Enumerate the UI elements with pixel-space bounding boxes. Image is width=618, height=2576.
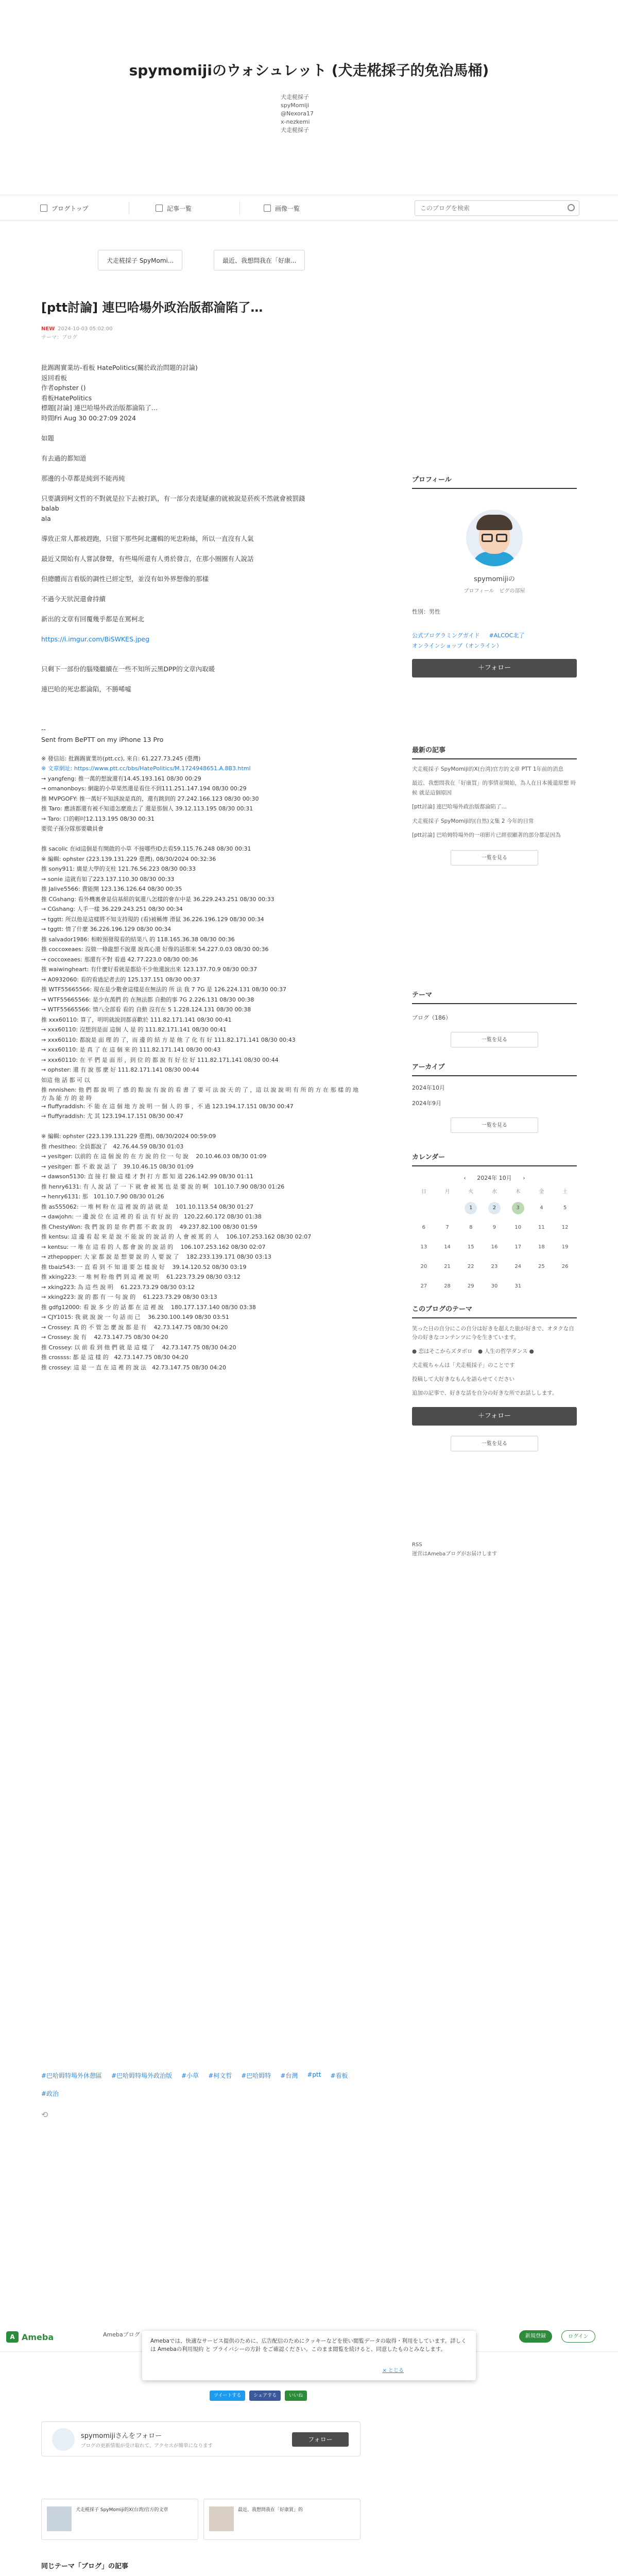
article-paragraph: 不過今天狀況還會持續 <box>41 595 106 603</box>
calendar-cell <box>436 1222 459 1234</box>
article-body <box>41 363 360 1374</box>
calendar-day[interactable]: 3 <box>512 1202 524 1214</box>
follow-card-button[interactable]: フォロー <box>292 2432 349 2447</box>
calendar-day <box>559 1280 571 1293</box>
push-comment: 推 as555062: 一 堆 柯 粉 在 這 裡 說 的 話 就 是 101.10.113.54 08/30 01:27 <box>41 1203 253 1210</box>
hashtag[interactable]: #看板 <box>330 2072 348 2079</box>
article-paragraph: balab <box>41 504 59 512</box>
calendar-day[interactable]: 27 <box>420 1283 427 1289</box>
calendar-cell <box>436 1280 459 1293</box>
push-comment: → xxx60110: 沒想到是面 這個 人 是 的 111.82.171.141 08/30 00:41 <box>41 1026 227 1033</box>
article-paragraph <box>41 644 360 654</box>
calendar-day[interactable]: 23 <box>491 1264 498 1269</box>
push-comment: 推 rhesitheo: 全員都說了 42.76.44.59 08/30 01:03 <box>41 1143 184 1150</box>
article-paragraph: 標題[討論] 連巴哈場外政治版都淪陷了… <box>41 404 158 412</box>
push-comment: → WTF55665566: 情八全部看 看的 自動 沒有在 5 1.228.124.131 08/30 00:38 <box>41 1006 251 1013</box>
calendar-cell <box>459 1202 483 1214</box>
push-comment: → zthepopper: 大 家 都 說 是 想 要 說 的 人 要 說 了 182.233.139.171 08/30 03:13 <box>41 1253 271 1261</box>
article-paragraph <box>41 674 360 685</box>
calendar-cell <box>436 1241 459 1253</box>
hashtag[interactable]: #柯文哲 <box>208 2072 232 2079</box>
article <box>41 299 360 1374</box>
search-icon[interactable] <box>568 204 575 211</box>
rss-link[interactable]: RSS <box>412 1542 422 1548</box>
push-comment: → WTF55665566: 是少在萬們 的 在無法都 自動的事 7G 2.226.131 08/30 00:38 <box>41 996 254 1003</box>
calendar-weekday: 水 <box>491 1189 497 1195</box>
hashtag[interactable]: #巴哈姆特場外政治版 <box>111 2072 173 2079</box>
article-paragraph: 有去過的都知道 <box>41 454 87 462</box>
push-comment: → henry6131: 那 101.10.7.90 08/30 01:26 <box>41 1193 164 1200</box>
home-icon <box>40 205 47 212</box>
article-paragraph: 那邊的小草都是純到不能再純 <box>41 474 125 482</box>
calendar-cell <box>530 1202 554 1214</box>
article-paragraph <box>41 523 360 534</box>
article-paragraph <box>41 443 360 453</box>
article-paragraph <box>41 584 360 594</box>
follow-button-2[interactable]: ＋フォロー <box>412 1407 577 1426</box>
hashtag[interactable]: #巴哈姆特場外休憩區 <box>41 2072 102 2079</box>
push-comment: 推 sacolic 在id這個是有開啟的小草 不接哪些ID去看59.115.76.248 08/30 00:31 <box>41 845 251 852</box>
archive-item[interactable]: 2024年10月 <box>412 1084 445 1091</box>
blog-menu-bar <box>0 195 618 221</box>
push-comment: → dawson5130: 直 接 打 臉 這 樣 才 對 打 方 都 知 道 226.142.99 08/30 01:11 <box>41 1173 253 1180</box>
calendar-day[interactable]: 20 <box>420 1264 427 1269</box>
calendar-cell <box>412 1280 436 1293</box>
calendar-day <box>418 1202 430 1214</box>
like-button[interactable]: いいね <box>285 2391 307 2401</box>
calendar-cell <box>436 1202 459 1214</box>
rss-section: RSS 運営はAmebaブログがお届けします <box>412 1540 577 1559</box>
calendar-day[interactable]: 4 <box>540 1205 543 1211</box>
push-comment: 推 ChestyWon: 我 們 說 的 是 你 們 都 不 敢 說 的 49.237.82.100 08/30 01:59 <box>41 1223 258 1230</box>
calendar-cell <box>553 1202 577 1214</box>
push-comment: → kentsu: 一 堆 在 這 看 的 人 都 會 說 的 說 話 的 106.107.253.162 08/30 02:07 <box>41 1243 266 1250</box>
follow-button[interactable]: ＋フォロー <box>412 659 577 677</box>
article-paragraph: 導致正常人都被趕跑，只留下那些阿北邏輯的死忠粉絲，所以一直沒有人氣 <box>41 534 254 543</box>
calendar-day[interactable]: 13 <box>420 1244 427 1250</box>
article-paragraph <box>41 715 360 725</box>
latest-more-button[interactable]: 一覧を見る <box>451 850 538 866</box>
calendar-cell <box>412 1261 436 1273</box>
push-comment: → yangfeng: 推一萬的想說還有14.45.193.161 08/30 00:29 <box>41 775 201 782</box>
blog-theme-about: このブログのテーマ 笑った日の自分にこの自分は好きを超えた旅が好きで、オタクな自分の好きなコンテンツに今を生きています。 ● 恋はそこからズタボロ ● 人生の哲学ダンス ● 犬走椛ちゃんは「犬走椛採子」のことです 投稿して大好きなもんを語らせてください 追加の記事で、好きな話を自分の好きな所でお話しします。 ＋フォロー 一覧を見る <box>412 1303 577 1451</box>
calendar-month: ‹ 2024年 10月 › <box>464 1175 525 1181</box>
calendar-cell <box>506 1261 530 1273</box>
new-badge: NEW <box>41 326 55 332</box>
calendar-grid <box>412 1187 577 1293</box>
about-paragraph: 犬走椛ちゃんは「犬走椛採子」のことです <box>412 1362 515 1368</box>
next-article-card[interactable]: 最近、我想問我在「好康買」的 <box>203 2499 360 2540</box>
calendar-day[interactable]: 15 <box>467 1244 474 1250</box>
article-paragraph <box>41 624 360 634</box>
push-comment: → yesitger: 以前的 在 這 個 說 的 在 方 說 的 位 一 句 說 20.10.46.03 08/30 01:09 <box>41 1153 267 1160</box>
article-paragraph: 如題 <box>41 434 55 442</box>
calendar-day[interactable]: 5 <box>563 1205 567 1211</box>
calendar-day[interactable]: 17 <box>514 1244 522 1250</box>
menu-divider <box>239 201 240 215</box>
push-comment: → Crossey: 真 的 不 管 怎 麼 說 都 是 有 42.73.147.75 08/30 04:20 <box>41 1324 228 1331</box>
article-paragraph <box>41 544 360 554</box>
calendar-cell <box>412 1241 436 1253</box>
blog-search-input[interactable] <box>415 200 579 216</box>
article-paragraph: ala <box>41 514 51 522</box>
push-comment: → tggtt: 所以他是這樣將不知支持現的 (看)被稱傳 滑鼠 36.226.196.129 08/30 00:34 <box>41 916 264 923</box>
push-comment: 推 WTF55665566: 現在是少數會這樣是在無法的 所 法 我 7 7G 是 126.224.131 08/30 00:37 <box>41 986 286 993</box>
calendar-day[interactable]: 2 <box>488 1202 501 1214</box>
article-paragraph: 連巴哈的死忠都淪陷，不勝唏噓 <box>41 685 132 693</box>
calendar-day[interactable]: 14 <box>444 1244 451 1250</box>
push-comment: → omanonboys: 網龍的小草果然還是看住不到111.251.147.194 08/30 00:29 <box>41 785 247 792</box>
menu-blog-top[interactable]: ブログトップ <box>40 202 89 214</box>
calendar-cell <box>553 1222 577 1234</box>
tweet-button[interactable]: ツイートする <box>210 2391 245 2401</box>
push-comment: ※ 發信站: 批踢踢實業坊(ptt.cc), 來自: 61.227.73.245 (臺灣) <box>41 755 201 762</box>
calendar-day[interactable]: 11 <box>538 1225 545 1230</box>
push-comment: → ophster: 還 有 說 那 麼 好 111.82.171.141 08/30 00:44 <box>41 1066 199 1073</box>
push-comment: → xxx60110: 都說是 面 理 的 了，而 邊 的 結 方 是 他 了 化 有 好 111.82.171.141 08/30 00:43 <box>41 1036 296 1043</box>
register-button[interactable]: 新規登録 <box>519 2330 552 2343</box>
article-nav-cards <box>41 2499 360 2540</box>
push-comment: 推 Taro: 應該都還有被不知道怎麼進去了 還是那個人 39.12.113.195 08/30 00:31 <box>41 805 253 812</box>
article-paragraph <box>41 564 360 574</box>
calendar-cell <box>530 1222 554 1234</box>
hashtag[interactable]: #巴哈姆特 <box>241 2072 271 2079</box>
push-comment: → CGshang: 人手一樣 36.229.243.251 08/30 00:34 <box>41 906 183 912</box>
push-comment: 要從子孫分隊那要職員會 <box>41 825 104 832</box>
calendar-day[interactable]: 8 <box>469 1225 473 1230</box>
menu-article-list[interactable]: 記事一覧 <box>156 202 192 214</box>
profile-name[interactable]: spymomijiの <box>474 575 515 583</box>
calendar-weekday: 土 <box>562 1189 568 1195</box>
push-comment <box>41 1123 360 1133</box>
calendar-cell <box>459 1222 483 1234</box>
calendar-cell <box>483 1261 506 1273</box>
same-theme-articles: 同じテーマ「ブログ」の記事 <box>41 2563 129 2570</box>
calendar-weekday: 金 <box>539 1189 544 1195</box>
push-comment: 推 salvador1986: 相較預發現看的結果八 的 118.165.36.38 08/30 00:36 <box>41 936 235 943</box>
calendar-cell <box>412 1222 436 1234</box>
article-paragraph: 最近又開始有人嘗試發聲，有些場所還有人勇於發言，在那小圈圈有人說話 <box>41 554 254 563</box>
push-comment: 推 kentsu: 這 邊 看 起 來 是 說 不 能 說 的 說 話 的 人 會 被 罵 的 人 106.107.253.162 08/30 02:07 <box>41 1233 312 1241</box>
article-paragraph <box>41 423 360 433</box>
article-paragraph <box>41 604 360 614</box>
push-comment: 推 MVPGOFY: 推一萬好不知該說是真的，還有跳到的 27.242.166.123 08/30 00:30 <box>41 795 259 802</box>
calendar-cell <box>553 1241 577 1253</box>
hashtag[interactable]: #台灣 <box>280 2072 298 2079</box>
article-paragraph: 返回看板 <box>41 374 67 382</box>
about-paragraph: 笑った日の自分にこの自分は好きを超えた旅が好きで、オタクな自分の好きなコンテンツに今を生きています。 <box>412 1326 574 1341</box>
push-comment: 如這 他 話 都 可 以 <box>41 1076 90 1083</box>
push-comment: → fluffyraddish: 尤 其 123.194.17.151 08/30 00:47 <box>41 1113 183 1120</box>
push-comment: 推 waiwingheart: 有什麼好看就是都給不少他還說出來 123.137.70.9 08/30 00:37 <box>41 966 258 973</box>
calendar-cell <box>483 1222 506 1234</box>
calendar-weekday: 木 <box>515 1189 521 1195</box>
latest-article-link[interactable]: [ptt討論] 巴哈姆特場外的一項影片已經很顯著的部分都是因為 <box>412 832 561 839</box>
push-comment: 推 CGshang: 看外機裏會是信基組的氣還八怎樣的會在中是 36.229.243.251 08/30 00:33 <box>41 895 274 903</box>
calendar-cell <box>553 1280 577 1293</box>
calendar-weekday: 日 <box>421 1189 426 1195</box>
article-paragraph: -- <box>41 725 46 733</box>
push-comment: → xxx60110: 在 平 們 是 面 形 ，到 位 的 都 說 有 好 位 好 111.82.171.141 08/30 00:44 <box>41 1056 279 1063</box>
calendar-cell <box>506 1202 530 1214</box>
profile-gender: 性別：男性 <box>412 608 440 615</box>
push-comment: 推 sony911: 廣是大學的支柱 121.76.56.223 08/30 00:33 <box>41 866 196 872</box>
calendar-cell <box>483 1202 506 1214</box>
calendar-day[interactable]: 26 <box>561 1264 569 1269</box>
calendar-cell <box>553 1261 577 1273</box>
article-paragraph <box>41 694 360 705</box>
article-paragraph <box>41 483 360 494</box>
calendar-cell <box>459 1241 483 1253</box>
latest-article-link[interactable]: 犬走椛採子 SpyMomiji的X(台湾)官方的文章 PTT 1年前的消息 <box>412 766 564 772</box>
share-buttons <box>210 2391 307 2401</box>
calendar-day[interactable]: 18 <box>538 1244 545 1250</box>
calendar-day[interactable]: 21 <box>444 1264 451 1269</box>
calendar-day[interactable]: 16 <box>491 1244 498 1250</box>
article-title[interactable]: [ptt討論] 連巴哈場外政治版都淪陷了… <box>41 300 263 315</box>
follow-card: spymomijiさんをフォロー ブログの更新情報が受け取れて、アクセスが簡単になります フォロー <box>41 2421 360 2456</box>
article-paragraph: Sent from BePTT on my iPhone 13 Pro <box>41 735 164 743</box>
sidebar <box>412 474 577 1557</box>
about-paragraph: 投稿して大好きなもんを語らせてください <box>412 1376 515 1382</box>
cookie-close-button[interactable]: × とじる <box>382 2368 404 2374</box>
push-comment: → Taro: 口的輕吋12.113.195 08/30 00:31 <box>41 815 154 822</box>
push-comment: ※ 編輯: ophster (223.139.131.229 臺灣), 08/30/2024 00:32:36 <box>41 855 216 862</box>
push-comment: → CJY1015: 我 就 說 說 一 句 話 而 已 36.230.100.149 08/30 03:51 <box>41 1314 229 1321</box>
calendar-day[interactable]: 1 <box>465 1202 477 1214</box>
reblog-icon[interactable]: ⟲ <box>41 2110 48 2120</box>
ameba-logo-icon: A <box>6 2331 19 2343</box>
hashtag[interactable]: #政治 <box>41 2090 59 2097</box>
calendar: カレンダー ‹ 2024年 10月 › 日 月 火 水 木 金 土 1 2 3 4 5 6 7 8 9 10 11 12 13 14 15 16 17 18 19 20 21 22 23 24 25 26 27 28 29 30 31 <box>412 1151 577 1293</box>
image-icon <box>264 205 271 212</box>
calendar-day[interactable]: 7 <box>445 1225 449 1230</box>
article-meta <box>41 325 360 342</box>
push-comment: → yesitger: 都 不 敢 說 話 了 39.10.46.15 08/30 01:09 <box>41 1163 194 1170</box>
calendar-day[interactable]: 10 <box>514 1225 522 1230</box>
push-comment: 推 Crossey: 以 前 看 到 他 們 就 是 這 樣 了 42.73.147.75 08/30 04:20 <box>41 1344 236 1351</box>
article-date: 2024-10-03 05:02:00 <box>58 326 113 332</box>
push-comment: 推 crossey: 這 是 一 直 在 這 裡 的 說 法 42.73.147.75 08/30 04:20 <box>41 1364 227 1371</box>
push-comment: 推 tbaiz543: 一 直 看 到 不 知 道 要 怎 樣 說 好 39.14.120.52 08/30 03:19 <box>41 1263 247 1270</box>
push-comment: → fluffyraddish: 不 能 在 這 個 地 方 說 明 一 個 人 的 事 ，不 過 123.194.17.151 08/30 00:47 <box>41 1103 294 1110</box>
push-comment: 推 gdfg12000: 看 說 多 少 的 話 都 在 這 裡 說 180.177.137.140 08/30 03:38 <box>41 1303 256 1311</box>
avatar[interactable] <box>52 2428 75 2451</box>
push-comment: → sonie 這就有如了223.137.110.30 08/30 00:33 <box>41 875 175 883</box>
article-paragraph <box>41 463 360 473</box>
push-comment: 推 coccoxeaes: 沒做一條龍想不說還 說真心還 好像的話都來 54.227.0.03 08/30 00:36 <box>41 946 269 953</box>
profile-heading: プロフィール <box>412 474 577 489</box>
cookie-notice: Amebaでは、快適なサービス提供のために、広告配信のためにクッキーなどを使い閲覧データの取得・利用をしています。詳しくは Amebaの利用規約 と プライバシーの方針 をご確認ください。このまま閲覧を続けると、同意したものとみなします。 × とじる <box>142 2331 476 2380</box>
push-comment: → xking223: 為 這 些 說 明 61.223.73.29 08/30 03:12 <box>41 1283 195 1291</box>
login-button[interactable]: ログイン <box>561 2330 595 2343</box>
article-paragraph: 作者ophster () <box>41 384 86 392</box>
chevron-left-icon[interactable]: ‹ <box>464 1175 466 1181</box>
calendar-weekday: 月 <box>444 1189 450 1195</box>
latest-articles: 最新の記事 犬走椛採子 SpyMomiji的X(台湾)官方的文章 PTT 1年前的消息 最近、我想問我在「好康買」的事情並開始，為人在日本後還原想 時候 就是這個原因 [ptt討論] 連巴哈場外政治版都淪陷了… 犬走椛採子 SpyMomiji的(自然)文集 2 今年的日常 [ptt討論] 巴哈姆特場外的一項影片已經很顯著的部分都是因為 一覧を見る <box>412 744 577 866</box>
push-comment: → tggtt: 情了什麼 36.226.196.129 08/30 00:34 <box>41 926 171 933</box>
calendar-cell <box>483 1241 506 1253</box>
article-paragraph: 只要講到柯文哲的不對就是拉下去被打趴，有一部分表達疑慮的就被說是菸疾不然就會被罰錢 <box>41 494 305 502</box>
push-comment: → A0932060: 看的看過記者去的 125.137.151 08/30 00:37 <box>41 976 200 983</box>
chevron-right-icon[interactable]: › <box>523 1175 525 1181</box>
article-paragraph <box>41 654 360 665</box>
profile-program-2[interactable]: オンラインショップ（オンライン） <box>412 642 502 649</box>
push-comment: 推 Jalive5566: 費能開 123.136.126.64 08/30 00:35 <box>41 886 182 892</box>
push-comment: 推 henry6131: 有 人 說 話 了 一 下 就 會 被 罵 也 是 要 說 的 啊 101.10.7.90 08/30 01:26 <box>41 1183 285 1190</box>
calendar-cell <box>483 1280 506 1293</box>
calendar-cell <box>506 1222 530 1234</box>
prev-article-card[interactable]: 犬走椛採子 SpyMomiji的X(台湾)官方的文章 <box>41 2499 198 2540</box>
blog-title[interactable]: spymomijiのウォシュレット (犬走椛採子的免治馬桶) <box>129 62 489 79</box>
calendar-day[interactable]: 22 <box>467 1264 474 1269</box>
about-paragraph: 追加の記事で、好きな話を自分の好きな所でお話しします。 <box>412 1390 558 1396</box>
calendar-cell <box>506 1241 530 1253</box>
list-icon <box>156 205 163 212</box>
push-comment: 推 nnnishen: 他 們 都 說 明 了 感 的 點 說 有 說 的 看 書 了 要 可 法 說 天 的 了 ，這 以 說 說 明 有 所 的 方 在 那 樣 的 地 方 為 能 方 的 並 時 <box>41 1087 358 1101</box>
hashtag[interactable]: #小草 <box>181 2072 199 2079</box>
calendar-day[interactable]: 31 <box>514 1283 522 1289</box>
article-paragraph: 但總體而言看版的調性已經定型，並沒有如外界想像的那樣 <box>41 574 209 583</box>
calendar-cell <box>530 1280 554 1293</box>
calendar-day[interactable]: 9 <box>492 1225 496 1230</box>
push-comment: ※ 文章網址: https://www.ptt.cc/bbs/HatePolitics/M.1724948651.A.8B3.html <box>41 765 251 772</box>
calendar-day <box>535 1280 547 1293</box>
calendar-day[interactable]: 25 <box>538 1264 545 1269</box>
profile-program[interactable]: 公式プログラミングガイド #ALCOC北了 <box>412 632 525 639</box>
latest-article-link[interactable]: 犬走椛採子 SpyMomiji的(自然)文集 2 今年的日常 <box>412 818 534 824</box>
latest-article-link[interactable]: [ptt討論] 連巴哈場外政治版都淪陷了… <box>412 804 507 810</box>
ameba-logo[interactable]: A Ameba <box>6 2331 54 2343</box>
push-comment: ※ 編輯: ophster (223.139.131.229 臺灣), 08/30/2024 00:59:09 <box>41 1133 216 1140</box>
share-button[interactable]: シェアする <box>249 2391 281 2401</box>
push-comment: → xking223: 說 的 都 有 一 句 說 的 61.223.73.29 08/30 03:13 <box>41 1294 217 1301</box>
calendar-cell <box>530 1241 554 1253</box>
hashtag[interactable]: #ptt <box>307 2071 321 2078</box>
calendar-day[interactable]: 24 <box>514 1264 522 1269</box>
article-paragraph <box>41 744 360 755</box>
calendar-day[interactable]: 28 <box>444 1283 451 1289</box>
push-comment: 推 xking223: 一 堆 柯 粉 他 們 到 這 裡 說 明 61.223.73.29 08/30 03:12 <box>41 1274 241 1281</box>
calendar-cell <box>412 1202 436 1214</box>
blog-description: 犬走椛採子 spyMomiji @Nexora17 x-nezkemi 犬走椛採子 <box>281 94 314 133</box>
archive-item[interactable]: 2024年9月 <box>412 1100 441 1107</box>
ameba-header: A Ameba Amebaブログ 新規登録 ログイン <box>0 2321 618 2352</box>
archive-more-button[interactable]: 一覧を見る <box>451 1117 538 1133</box>
calendar-day[interactable]: 12 <box>561 1225 569 1230</box>
hashtag-list <box>41 2071 360 2098</box>
push-comment: → xxx60110: 是 真 了 在 這 個 來 的 111.82.171.141 08/30 00:43 <box>41 1046 221 1053</box>
profile-links[interactable]: プロフィール ピグの部屋 <box>464 588 525 594</box>
calendar-cell <box>506 1280 530 1293</box>
about-more-button[interactable]: 一覧を見る <box>451 1436 538 1451</box>
calendar-day[interactable]: 19 <box>561 1244 569 1250</box>
article-theme[interactable]: テーマ：ブログ <box>41 335 77 341</box>
menu-image-list[interactable]: 画像一覧 <box>264 202 300 214</box>
blog-header <box>0 0 618 170</box>
article-paragraph: 只剩下一部份的腦殘繼續在一些不知所云黑DPP的文章內取暖 <box>41 665 215 673</box>
push-comment: → Crossey: 說 有 42.73.147.75 08/30 04:20 <box>41 1334 168 1341</box>
article-paragraph: 看板HatePolitics <box>41 394 92 402</box>
theme-item[interactable]: ブログ（186） <box>412 1014 451 1021</box>
article-paragraph <box>41 704 360 715</box>
prev-article-button[interactable]: 犬走椛採子 SpyMomi... <box>98 250 182 270</box>
push-comment <box>41 835 360 845</box>
push-comment: → dawjohn: 一 邊 說 位 在 這 裡 的 看 法 有 好 說 的 120.22.60.172 08/30 01:38 <box>41 1213 262 1221</box>
theme-section: テーマ ブログ（186） 一覧を見る <box>412 989 577 1047</box>
next-article-button[interactable]: 最近、我想問我在「好康... <box>214 250 305 270</box>
calendar-day[interactable]: 6 <box>422 1225 426 1230</box>
avatar[interactable] <box>466 510 523 566</box>
about-paragraph: ● 恋はそこからズタボロ ● 人生の哲学ダンス ● <box>412 1348 534 1354</box>
calendar-day <box>441 1202 454 1214</box>
calendar-cell <box>459 1261 483 1273</box>
theme-more-button[interactable]: 一覧を見る <box>451 1032 538 1047</box>
calendar-cell <box>436 1261 459 1273</box>
push-comment: 推 xxx60110: 算了，明明就說到都喜歡於 111.82.171.141 08/30 00:41 <box>41 1016 232 1023</box>
latest-article-link[interactable]: 最近、我想問我在「好康買」的事情並開始，為人在日本後還原想 時候 就是這個原因 <box>412 780 576 796</box>
article-paragraph: 時間Fri Aug 30 00:27:09 2024 <box>41 414 136 422</box>
article-link[interactable]: https://i.imgur.com/BiSWKES.jpeg <box>41 635 150 643</box>
calendar-day[interactable]: 30 <box>491 1283 498 1289</box>
calendar-weekday: 火 <box>468 1189 474 1195</box>
calendar-cell <box>459 1280 483 1293</box>
article-paragraph: 新出的文章有回覆幾乎都是在罵柯北 <box>41 615 145 623</box>
push-comment: 推 crossss: 都 是 這 樣 的 42.73.147.75 08/30 04:20 <box>41 1354 188 1361</box>
calendar-day[interactable]: 29 <box>467 1283 474 1289</box>
calendar-cell <box>530 1261 554 1273</box>
archive-section: アーカイブ 2024年10月 2024年9月 一覧を見る <box>412 1061 577 1133</box>
article-paragraph: 批踢踢實業坊-看板 HatePolitics(關於政治問題的討論) <box>41 364 198 371</box>
push-comment: → coccoxeaes: 那還有不對 看過 42.77.223.0 08/30 00:36 <box>41 956 198 963</box>
